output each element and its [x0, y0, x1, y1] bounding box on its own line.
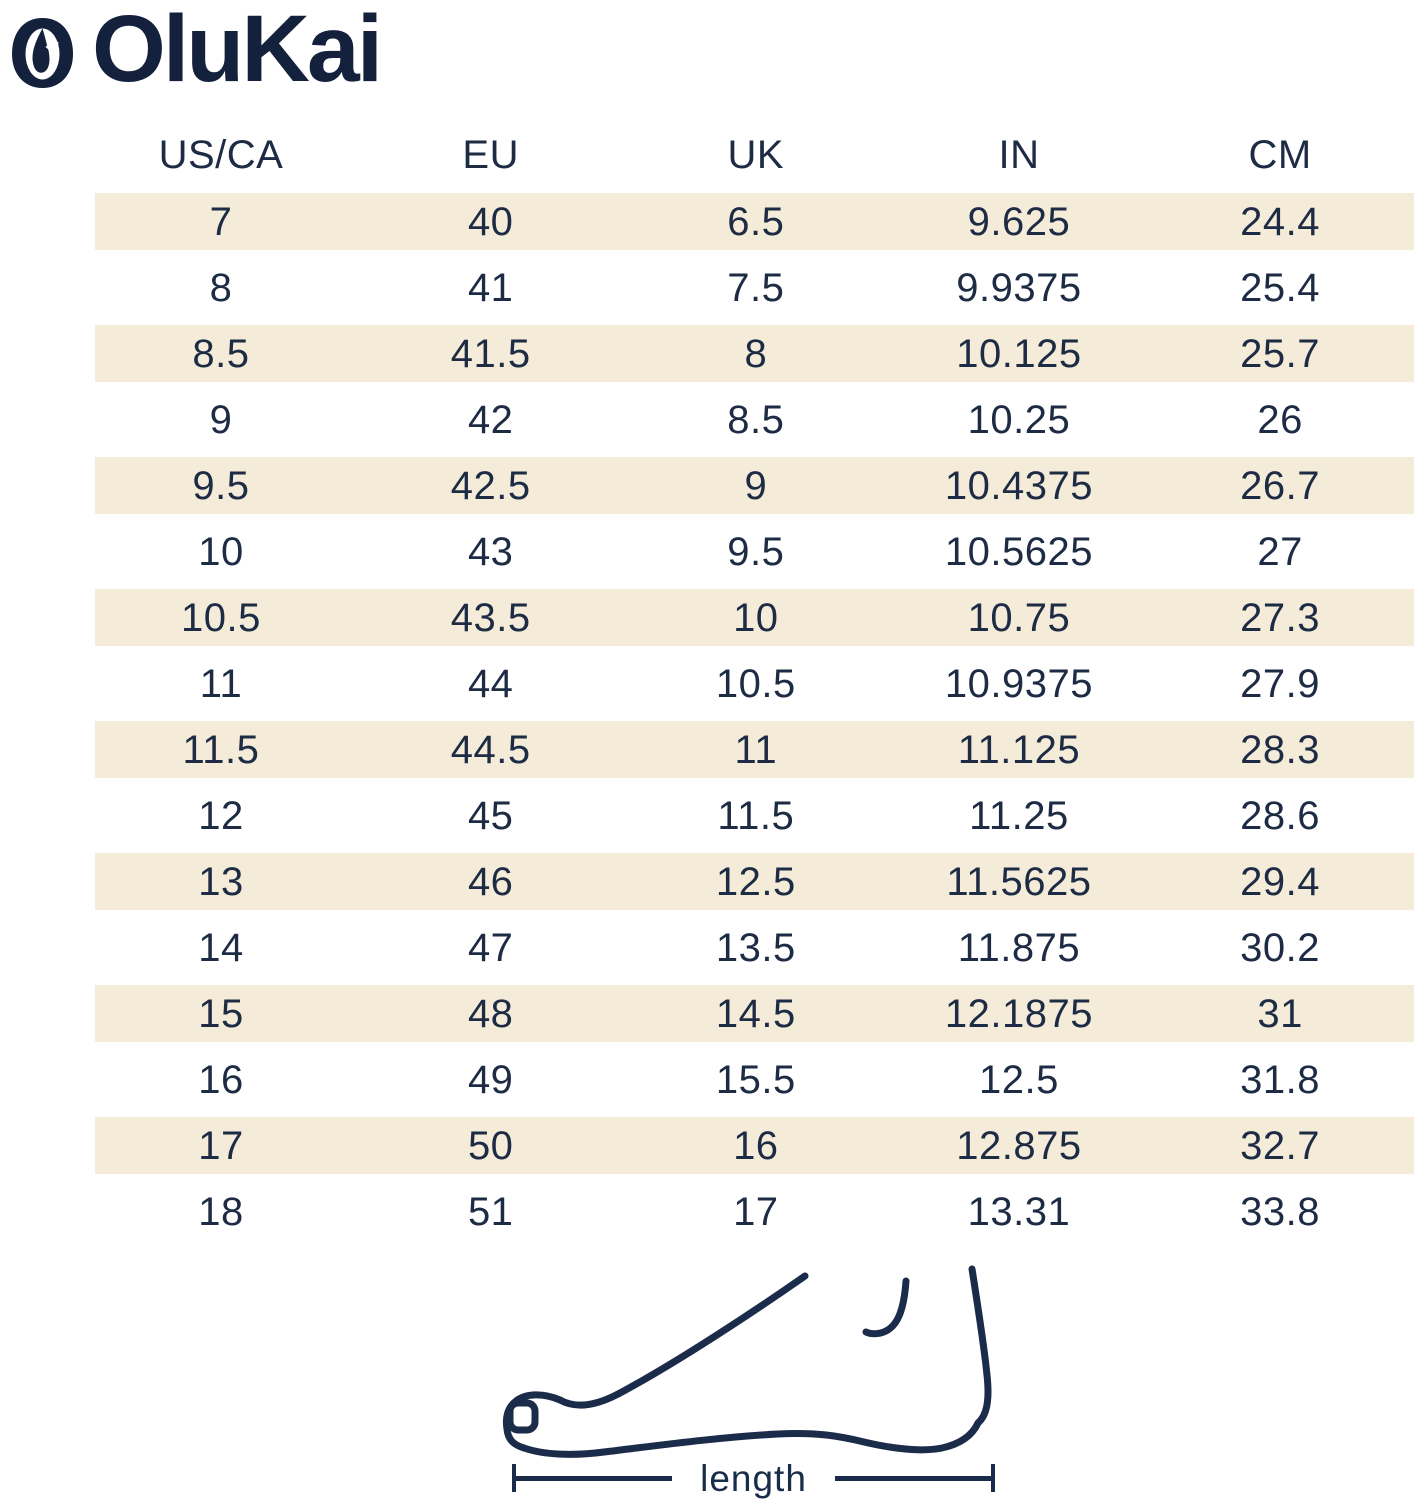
- column-header-eu: EU: [462, 133, 519, 177]
- size-row: [95, 523, 1414, 580]
- size-cell-cm: 27.9: [1240, 661, 1321, 706]
- brand-logo-text: OluKai: [92, 0, 381, 102]
- size-cell-cm: 27: [1257, 529, 1303, 574]
- size-cell-eu: 49: [467, 1057, 514, 1102]
- size-chart-body: [95, 193, 1414, 1249]
- size-row: [95, 589, 1414, 646]
- size-cell-usca: 10: [198, 529, 244, 574]
- column-header-in: IN: [998, 133, 1040, 177]
- size-cell-in: 10.4375: [944, 463, 1093, 508]
- size-cell-uk: 7.5: [727, 265, 785, 310]
- size-cell-uk: 8.5: [727, 397, 785, 442]
- size-cell-cm: 26: [1257, 397, 1303, 442]
- size-cell-eu: 42.5: [450, 463, 531, 508]
- column-header-cm: CM: [1248, 133, 1312, 177]
- size-cell-usca: 17: [198, 1123, 244, 1168]
- size-row: [95, 391, 1414, 448]
- size-cell-uk: 10: [733, 595, 779, 640]
- size-cell-eu: 47: [467, 925, 514, 970]
- size-cell-in: 10.5625: [944, 529, 1093, 574]
- size-cell-in: 12.1875: [944, 991, 1093, 1036]
- size-cell-cm: 29.4: [1240, 859, 1321, 904]
- size-row: [95, 853, 1414, 910]
- column-header-usca: US/CA: [158, 133, 284, 177]
- size-cell-uk: 13.5: [715, 925, 796, 970]
- brand-header: [8, 2, 380, 103]
- size-cell-in: 11.125: [957, 727, 1081, 772]
- size-cell-eu: 40: [467, 199, 514, 244]
- size-cell-eu: 41.5: [450, 331, 531, 376]
- size-cell-usca: 11: [199, 661, 243, 706]
- size-row: [95, 1051, 1414, 1108]
- size-row: [95, 259, 1414, 316]
- heel-line: [972, 1269, 988, 1423]
- size-cell-uk: 15.5: [715, 1057, 796, 1102]
- size-cell-in: 11.875: [957, 925, 1081, 970]
- size-cell-eu: 42: [467, 397, 514, 442]
- size-cell-uk: 6.5: [727, 199, 785, 244]
- size-cell-cm: 33.8: [1240, 1189, 1321, 1234]
- size-cell-usca: 9: [209, 397, 233, 442]
- measure-line-left: [516, 1476, 672, 1481]
- size-cell-cm: 30.2: [1240, 925, 1321, 970]
- size-cell-uk: 9.5: [727, 529, 785, 574]
- size-cell-cm: 25.4: [1240, 265, 1321, 310]
- size-cell-eu: 50: [467, 1123, 514, 1168]
- size-cell-in: 10.125: [956, 331, 1082, 376]
- measure-tick-right: [991, 1464, 995, 1492]
- size-row: [95, 787, 1414, 844]
- size-cell-eu: 46: [467, 859, 514, 904]
- size-cell-usca: 7: [209, 199, 233, 244]
- size-cell-cm: 31.8: [1240, 1057, 1321, 1102]
- size-cell-cm: 28.3: [1240, 727, 1321, 772]
- size-chart-header-row: [95, 123, 1414, 187]
- size-cell-in: 10.9375: [944, 661, 1093, 706]
- size-cell-uk: 12.5: [715, 859, 796, 904]
- measure-line-right: [835, 1476, 991, 1481]
- toenail: [510, 1403, 535, 1430]
- size-row: [95, 919, 1414, 976]
- size-cell-in: 10.25: [967, 397, 1071, 442]
- size-row: [95, 985, 1414, 1042]
- size-cell-in: 12.5: [979, 1057, 1059, 1102]
- size-cell-usca: 14: [198, 925, 244, 970]
- length-label: length: [700, 1457, 807, 1499]
- size-cell-in: 13.31: [967, 1189, 1071, 1234]
- size-cell-in: 12.875: [956, 1123, 1082, 1168]
- instep-line: [560, 1276, 805, 1405]
- size-cell-usca: 18: [198, 1189, 244, 1234]
- size-cell-in: 9.625: [967, 199, 1071, 244]
- fishhook-icon: [8, 16, 77, 90]
- size-cell-eu: 48: [467, 991, 514, 1036]
- size-cell-in: 11.25: [969, 793, 1069, 838]
- size-cell-uk: 14.5: [715, 991, 796, 1036]
- size-cell-eu: 43.5: [450, 595, 531, 640]
- size-cell-usca: 16: [198, 1057, 244, 1102]
- size-cell-eu: 44: [467, 661, 514, 706]
- size-cell-eu: 41: [467, 265, 514, 310]
- size-cell-uk: 11.5: [717, 793, 795, 838]
- size-cell-eu: 45: [467, 793, 514, 838]
- size-row: [95, 1183, 1414, 1240]
- ankle-line: [866, 1281, 906, 1334]
- size-cell-eu: 43: [467, 529, 514, 574]
- column-header-uk: UK: [727, 133, 785, 177]
- size-row: [95, 721, 1414, 778]
- size-cell-cm: 27.3: [1240, 595, 1321, 640]
- sole-line: [524, 1423, 978, 1454]
- size-cell-usca: 13: [198, 859, 244, 904]
- size-row: [95, 1117, 1414, 1174]
- size-row: [95, 325, 1414, 382]
- size-row: [95, 457, 1414, 514]
- size-row: [95, 193, 1414, 250]
- size-cell-usca: 8.5: [192, 331, 250, 376]
- size-cell-uk: 17: [733, 1189, 779, 1234]
- size-cell-usca: 8: [209, 265, 233, 310]
- size-cell-usca: 15: [198, 991, 244, 1036]
- size-row: [95, 655, 1414, 712]
- size-cell-in: 11.5625: [946, 859, 1092, 904]
- length-measure: [512, 1457, 995, 1499]
- size-cell-cm: 32.7: [1240, 1123, 1321, 1168]
- size-cell-uk: 16: [733, 1123, 779, 1168]
- size-cell-cm: 31: [1257, 991, 1303, 1036]
- size-cell-cm: 24.4: [1240, 199, 1321, 244]
- size-cell-uk: 9: [744, 463, 768, 508]
- size-cell-eu: 51: [467, 1189, 514, 1234]
- size-cell-cm: 28.6: [1240, 793, 1321, 838]
- size-cell-uk: 10.5: [715, 661, 796, 706]
- size-cell-cm: 26.7: [1240, 463, 1321, 508]
- size-cell-cm: 25.7: [1240, 331, 1321, 376]
- size-cell-eu: 44.5: [450, 727, 531, 772]
- size-cell-uk: 11: [734, 727, 778, 772]
- size-cell-usca: 11.5: [182, 727, 260, 772]
- size-cell-uk: 8: [744, 331, 768, 376]
- foot-illustration: [480, 1245, 1020, 1460]
- size-cell-usca: 10.5: [181, 595, 261, 640]
- size-cell-in: 10.75: [967, 595, 1071, 640]
- size-cell-in: 9.9375: [956, 265, 1082, 310]
- size-cell-usca: 12: [198, 793, 244, 838]
- size-cell-usca: 9.5: [192, 463, 250, 508]
